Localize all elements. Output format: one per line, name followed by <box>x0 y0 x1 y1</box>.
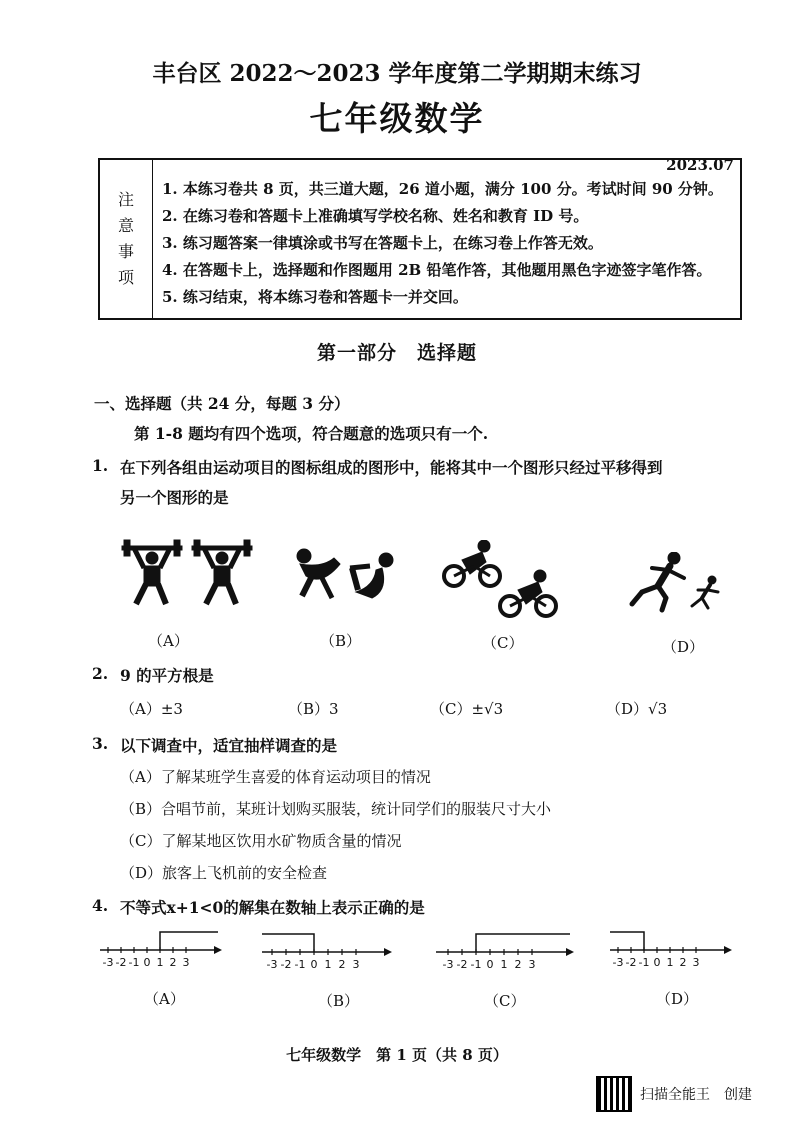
axis-tick-label: 1 <box>666 956 674 969</box>
notice-label-char: 项 <box>117 268 134 287</box>
number-line-d <box>610 926 734 972</box>
weightlifting-icon <box>120 538 258 610</box>
q4-text: 不等式x+1<0的解集在数轴上表示正确的是 <box>120 898 425 917</box>
notice-item: 2. 在练习卷和答题卡上准确填写学校名称、姓名和教育 ID 号。 <box>162 207 589 225</box>
axis-tick-label: -1 <box>470 958 482 971</box>
axis-arrow <box>214 946 222 954</box>
axis-arrow <box>724 946 732 954</box>
cycling-icon <box>440 540 564 620</box>
q4-label-b: （B） <box>318 992 360 1010</box>
q2-option-c: （C）±√3 <box>430 700 504 718</box>
axis-arrow <box>384 948 392 956</box>
q1-label-c: （C） <box>482 634 524 652</box>
subject-title: 七年级数学 <box>309 99 485 138</box>
notice-label <box>100 160 153 318</box>
q2-number: 2. <box>92 664 109 683</box>
axis-arrow <box>566 948 574 956</box>
axis-tick-label: 2 <box>169 956 177 969</box>
axis-tick-label: -3 <box>442 958 454 971</box>
axis-tick-label: 0 <box>143 956 151 969</box>
qr-code-icon <box>596 1076 632 1112</box>
q3-text: 以下调查中，适宜抽样调查的是 <box>120 736 338 755</box>
exam-date: 2023.07 <box>666 156 734 174</box>
q2-text: 9 的平方根是 <box>120 666 214 685</box>
scanner-watermark <box>596 1076 752 1112</box>
q3-option-d: （D）旅客上飞机前的安全检查 <box>120 864 328 882</box>
section-heading: 一、选择题（共 24 分，每题 3 分） <box>94 394 350 413</box>
axis-tick-label: -1 <box>294 958 306 971</box>
section-title: 第一部分 选择题 <box>316 342 477 364</box>
q3-option-c: （C）了解某地区饮用水矿物质含量的情况 <box>120 832 402 850</box>
exam-title: 丰台区 2022～2023 学年度第二学期期末练习 <box>152 60 642 87</box>
axis-tick-label: 0 <box>486 958 494 971</box>
axis-tick-label: 3 <box>528 958 536 971</box>
notice-item: 5. 练习结束，将本练习卷和答题卡一并交回。 <box>162 288 468 306</box>
q2-option-a: （A）±3 <box>120 700 183 718</box>
axis-tick-label: 1 <box>500 958 508 971</box>
q1-text-line2: 另一个图形的是 <box>120 488 229 507</box>
axis-tick-label: 2 <box>338 958 346 971</box>
q1-text-line1: 在下列各组由运动项目的图标组成的图形中，能将其中一个图形只经过平移得到 <box>120 458 663 477</box>
number-line-c <box>436 928 576 974</box>
notice-label-char: 事 <box>117 242 134 261</box>
axis-tick-label: -1 <box>638 956 650 969</box>
axis-tick-label: -2 <box>115 956 127 969</box>
axis-tick-label: 2 <box>514 958 522 971</box>
notice-item: 1. 本练习卷共 8 页，共三道大题，26 道小题，满分 100 分。考试时间 90 分钟。 <box>162 180 723 198</box>
number-line-b <box>262 928 394 974</box>
axis-tick-label: -3 <box>266 958 278 971</box>
scanner-text: 扫描全能王 创建 <box>640 1087 752 1103</box>
q3-option-b: （B）合唱节前，某班计划购买服装，统计同学们的服装尺寸大小 <box>120 800 552 818</box>
axis-tick-label: 0 <box>653 956 661 969</box>
solution-bracket <box>160 932 218 950</box>
gymnastics-icon <box>292 546 404 604</box>
q1-label-d: （D） <box>662 638 705 656</box>
axis-tick-label: -3 <box>102 956 114 969</box>
q1-label-a: （A） <box>148 632 189 650</box>
axis-tick-label: 1 <box>324 958 332 971</box>
q2-option-d: （D）√3 <box>606 700 668 718</box>
page-footer: 七年级数学 第 1 页（共 8 页） <box>286 1046 508 1064</box>
notice-label-char: 注 <box>117 190 134 209</box>
axis-tick-label: -3 <box>612 956 624 969</box>
q3-option-a: （A）了解某班学生喜爱的体育运动项目的情况 <box>120 768 431 786</box>
q2-option-b: （B）3 <box>288 700 339 718</box>
q1-number: 1. <box>92 456 109 475</box>
notice-item: 3. 练习题答案一律填涂或书写在答题卡上，在练习卷上作答无效。 <box>162 234 603 252</box>
axis-tick-label: -1 <box>128 956 140 969</box>
q4-label-d: （D） <box>656 990 699 1008</box>
q1-label-b: （B） <box>320 632 362 650</box>
axis-tick-label: 3 <box>182 956 190 969</box>
number-line-a <box>100 926 224 972</box>
solution-bracket <box>610 932 644 950</box>
q4-label-a: （A） <box>144 990 185 1008</box>
q4-number: 4. <box>92 896 109 915</box>
axis-tick-label: 2 <box>679 956 687 969</box>
notice-items <box>162 176 723 311</box>
axis-tick-label: -2 <box>456 958 468 971</box>
axis-tick-label: -2 <box>625 956 637 969</box>
q3-number: 3. <box>92 734 109 753</box>
axis-tick-label: 1 <box>156 956 164 969</box>
axis-tick-label: 3 <box>692 956 700 969</box>
q4-label-c: （C） <box>484 992 526 1010</box>
axis-tick-label: 3 <box>352 958 360 971</box>
running-icon <box>628 552 724 614</box>
axis-tick-label: 0 <box>310 958 318 971</box>
section-instruction: 第 1-8 题均有四个选项，符合题意的选项只有一个. <box>134 424 489 443</box>
axis-tick-label: -2 <box>280 958 292 971</box>
notice-item: 4. 在答题卡上，选择题和作图题用 2B 铅笔作答，其他题用黑色字迹签字笔作答。 <box>162 261 712 279</box>
notice-label-char: 意 <box>117 216 134 235</box>
solution-bracket <box>262 934 314 952</box>
notice-box <box>98 158 742 320</box>
